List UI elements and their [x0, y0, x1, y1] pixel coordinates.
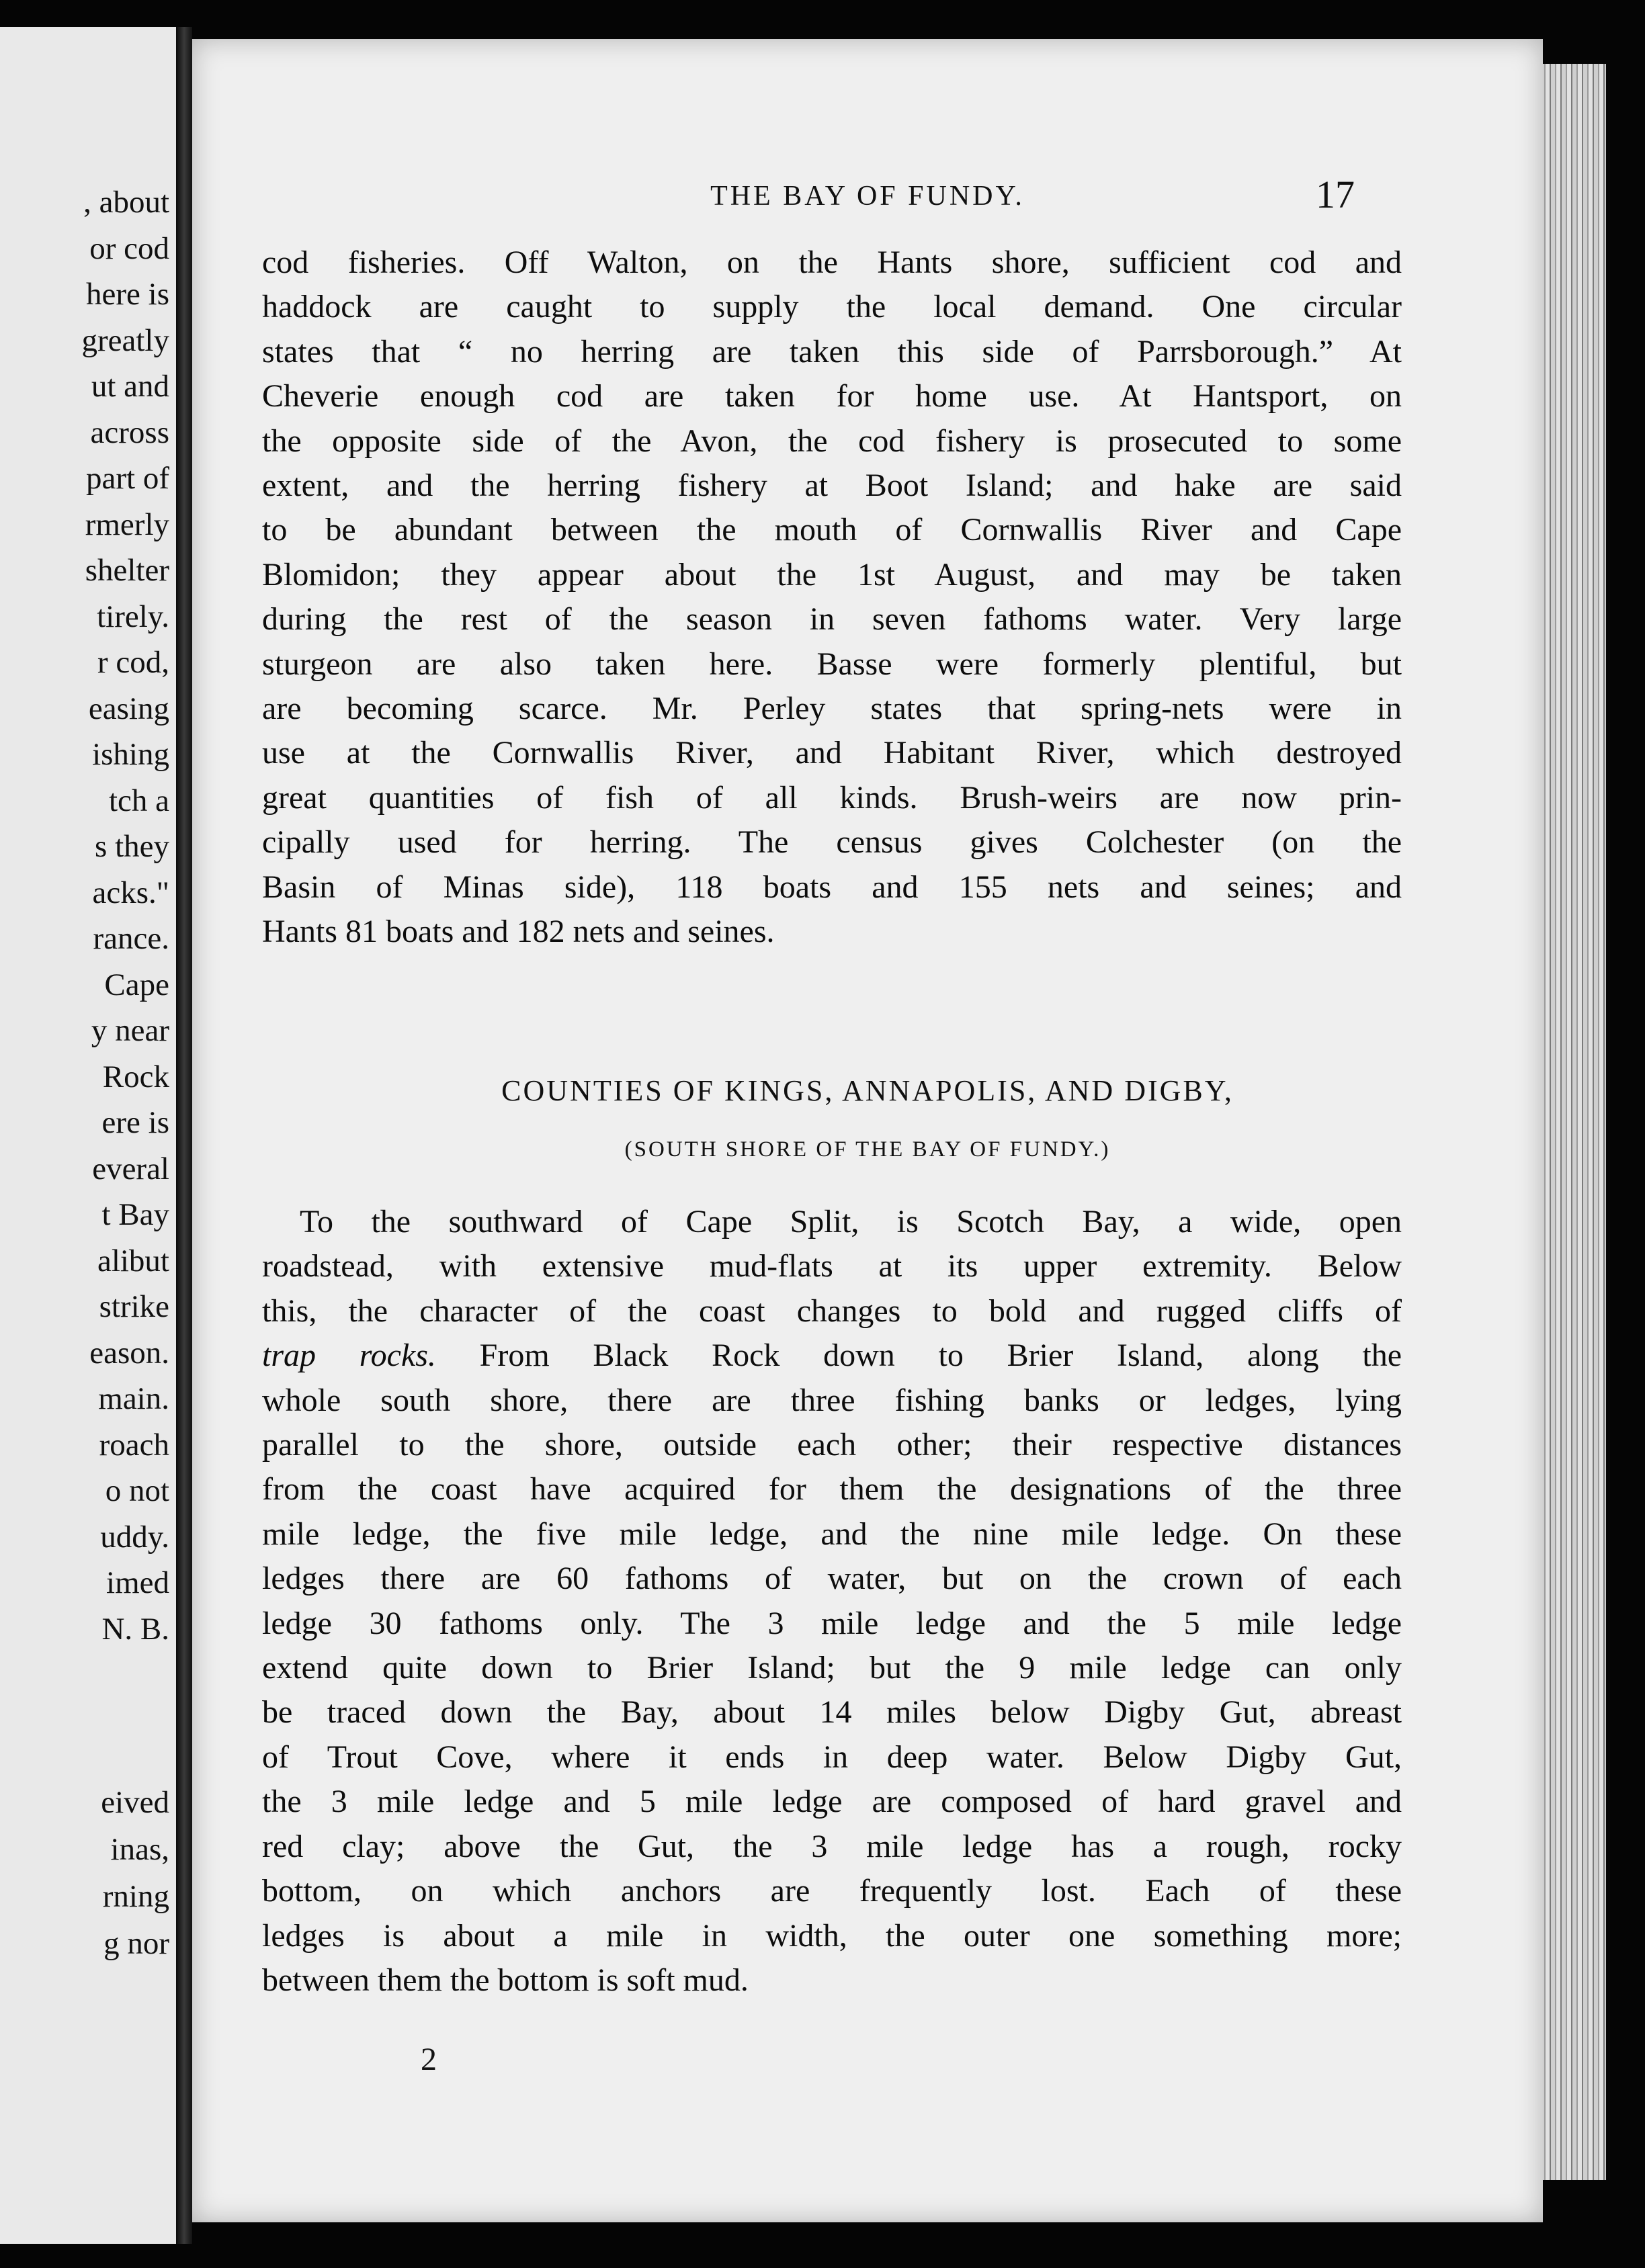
- left-page-fragment: , about: [83, 185, 169, 220]
- italic-phrase: trap rocks.: [262, 1338, 436, 1374]
- left-page-fragment: N. B.: [101, 1611, 169, 1647]
- text-line: Basin of Minas side), 118 boats and 155 nets and seines; and: [262, 869, 1402, 905]
- text-line: bottom, on which anchors are frequently lost. Each of these: [262, 1873, 1402, 1909]
- text-line: from the coast have acquired for them the designations of the three: [262, 1471, 1402, 1508]
- text-line: sturgeon are also taken here. Basse were formerly plentiful, but: [262, 646, 1402, 682]
- text-line: ledges there are 60 fathoms of water, but on the crown of each: [262, 1561, 1402, 1597]
- left-page-fragment: ere is: [101, 1105, 169, 1140]
- text-line: whole south shore, there are three fishing banks or ledges, lying: [262, 1382, 1402, 1418]
- text-line: mile ledge, the five mile ledge, and the nine mile ledge. On these: [262, 1516, 1402, 1552]
- text-line: states that “ no herring are taken this side of Parrsborough.” At: [262, 333, 1402, 369]
- left-page-fragment: ut and: [91, 369, 169, 404]
- paragraph-2: [262, 1200, 1402, 2003]
- left-page-fragment: here is: [86, 277, 169, 312]
- left-page-fragment: s they: [95, 829, 169, 864]
- left-page-fragment: shelter: [85, 553, 169, 588]
- section-heading: COUNTIES OF KINGS, ANNAPOLIS, AND DIGBY,: [501, 1074, 1234, 1107]
- section-subheading: (SOUTH SHORE OF THE BAY OF FUNDY.): [624, 1137, 1111, 1162]
- text-line: ledges is about a mile in width, the outer one something more;: [262, 1917, 1402, 1954]
- left-page-fragment: t Bay: [101, 1197, 169, 1232]
- left-page-fragment: everal: [92, 1151, 169, 1186]
- text-line: cod fisheries. Off Walton, on the Hants shore, sufficient cod and: [262, 245, 1402, 280]
- left-page-fragment: main.: [98, 1381, 169, 1416]
- text-line: between them the bottom is soft mud.: [262, 1962, 749, 1998]
- left-page-fragment: Cape: [104, 967, 169, 1002]
- book-gutter: [176, 27, 192, 2244]
- text-line: great quantities of fish of all kinds. Brush-weirs are now prin-: [262, 779, 1402, 816]
- left-page-fragment: imed: [106, 1565, 169, 1600]
- left-page-fragment: y near: [91, 1013, 169, 1048]
- text-line: be traced down the Bay, about 14 miles below Digby Gut, abreast: [262, 1694, 1402, 1731]
- running-header: THE BAY OF FUNDY.: [710, 181, 1025, 212]
- left-page-fragment: rning: [102, 1879, 169, 1914]
- left-page-fragment: easing: [88, 691, 169, 726]
- paragraph-1: [262, 241, 1402, 955]
- left-page-fragment: alibut: [97, 1243, 169, 1278]
- text-line: Hants 81 boats and 182 nets and seines.: [262, 914, 775, 950]
- text-line: ledge 30 fathoms only. The 3 mile ledge and the 5 mile ledge: [262, 1605, 1402, 1641]
- text-line: parallel to the shore, outside each other; their respective distances: [262, 1427, 1402, 1463]
- text-line: to be abundant between the mouth of Cornwallis River and Cape: [262, 512, 1402, 548]
- text-line: [262, 1334, 1402, 1378]
- left-page-fragment: o not: [105, 1473, 169, 1508]
- left-page-fragment: roach: [99, 1427, 169, 1463]
- left-page-fragment: ishing: [92, 737, 169, 772]
- left-page-fragment: eason.: [89, 1335, 169, 1370]
- text-line: red clay; above the Gut, the 3 mile ledge has a rough, rocky: [262, 1828, 1402, 1864]
- left-page-fragment: uddy.: [100, 1519, 169, 1555]
- left-page-fragment: inas,: [110, 1832, 169, 1867]
- text-line: To the southward of Cape Split, is Scotch Bay, a wide, open: [300, 1204, 1402, 1239]
- text-line: of Trout Cove, where it ends in deep water. Below Digby Gut,: [262, 1739, 1402, 1775]
- left-page-fragment: part of: [86, 461, 169, 496]
- text-line: cipally used for herring. The census gives Colchester (on the: [262, 824, 1402, 861]
- left-page-fragment: rmerly: [85, 507, 169, 542]
- left-page-fragment: acks.": [92, 875, 169, 910]
- text-line: use at the Cornwallis River, and Habitant River, which destroyed: [262, 735, 1402, 771]
- text-line: extent, and the herring fishery at Boot Island; and hake are said: [262, 468, 1402, 504]
- left-page-fragment: strike: [99, 1289, 169, 1324]
- left-page-fragment: tirely.: [97, 599, 169, 634]
- left-page-fragment: g nor: [103, 1926, 169, 1961]
- signature-mark: 2: [421, 2042, 437, 2077]
- text-line: this, the character of the coast changes to bold and rugged cliffs of: [262, 1293, 1402, 1329]
- text-line: are becoming scarce. Mr. Perley states that spring-nets were in: [262, 691, 1402, 727]
- left-page-fragment: or cod: [89, 230, 169, 266]
- page-number: 17: [1316, 173, 1355, 216]
- main-page: [192, 39, 1543, 2222]
- text-line: the 3 mile ledge and 5 mile ledge are composed of hard gravel and: [262, 1784, 1402, 1820]
- text-line: the opposite side of the Avon, the cod fishery is prosecuted to some: [262, 423, 1402, 459]
- text-line: haddock are caught to supply the local demand. One circular: [262, 289, 1402, 325]
- text-line: during the rest of the season in seven fathoms water. Very large: [262, 601, 1402, 638]
- left-page-fragment: greatly: [81, 322, 169, 358]
- left-page-fragment: across: [90, 415, 169, 450]
- text-line: extend quite down to Brier Island; but the 9 mile ledge can only: [262, 1650, 1402, 1686]
- text-fragment: From Black Rock down to Brier Island, along the: [435, 1338, 1402, 1374]
- left-facing-page: [0, 27, 180, 2244]
- left-page-fragment: r cod,: [97, 645, 169, 680]
- left-page-fragment: eived: [101, 1785, 169, 1820]
- text-line: roadstead, with extensive mud-flats at its upper extremity. Below: [262, 1248, 1402, 1284]
- text-line: Cheverie enough cod are taken for home use. At Hantsport, on: [262, 378, 1402, 415]
- left-page-fragment: tch a: [108, 783, 169, 818]
- text-line: Blomidon; they appear about the 1st August, and may be taken: [262, 556, 1402, 593]
- left-page-fragment: Rock: [102, 1059, 169, 1094]
- left-page-fragment: rance.: [93, 921, 169, 956]
